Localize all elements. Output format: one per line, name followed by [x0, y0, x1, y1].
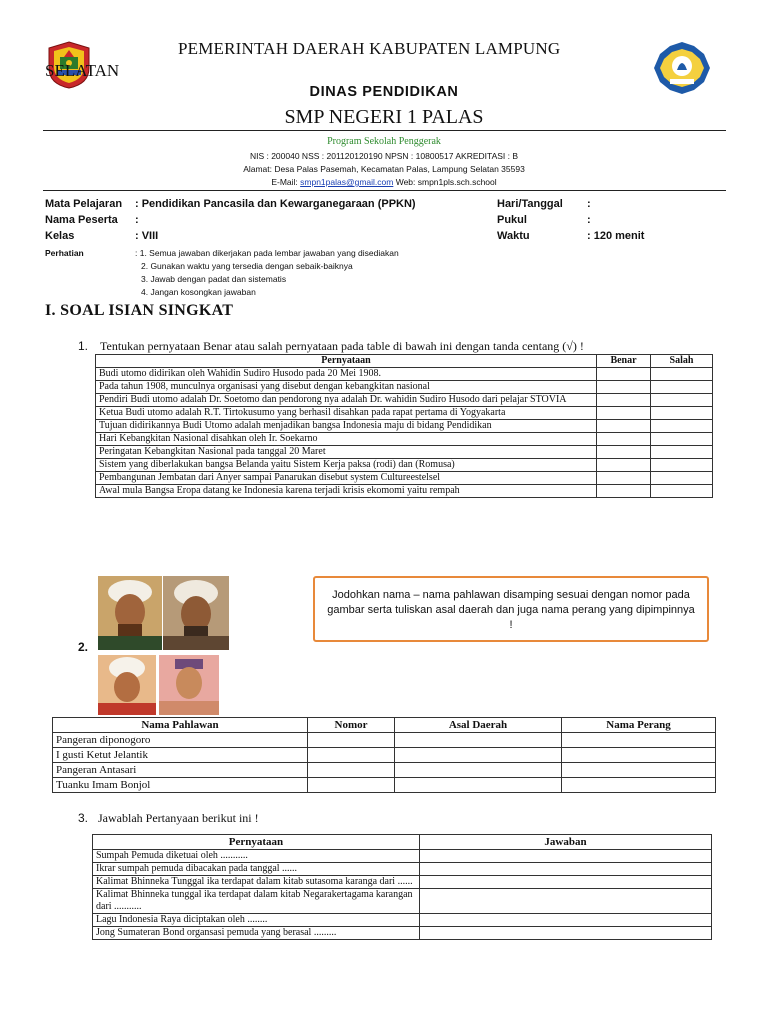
table-row: [96, 420, 713, 433]
statement-cell: Pada tahun 1908, munculnya organisasi yang disebut dengan kebangkitan nasional: [96, 381, 597, 394]
instruction-callout: Jodohkan nama – nama pahlawan disamping sesuai dengan nomor pada gambar serta tuliskan asal daerah dan juga nama perang yang dipimpinnya !: [313, 576, 709, 642]
question-3-number: 3.: [78, 811, 89, 825]
benar-cell[interactable]: [597, 446, 651, 459]
program-label: Program Sekolah Penggerak: [327, 136, 441, 147]
nomor-cell[interactable]: [308, 733, 395, 748]
hero-portrait-2: [163, 576, 229, 650]
perhatian-item: 2. Gunakan waktu yang tersedia dengan sebaik-baiknya: [141, 261, 353, 271]
statement-cell: Pembangunan Jembatan dari Anyer sampai Panarukan disebut system Cultureestelsel: [96, 472, 597, 485]
answer-cell[interactable]: [420, 889, 712, 914]
perhatian-item: 3. Jawab dengan padat dan sistematis: [141, 274, 287, 284]
statement-cell: Ketua Budi utomo adalah R.T. Tirtokusumo yang berhasil disahkan pada rapat pertama di Yogyakarta: [96, 407, 597, 420]
table-row: [96, 368, 713, 381]
table-row: [96, 394, 713, 407]
question-cell: Kalimat Bhinneka tunggal ika terdapat dalam kitab Negarakertagama karangan dari ...........: [93, 889, 420, 914]
table-row: [96, 472, 713, 485]
table-row: [53, 778, 716, 793]
table-header-row: [93, 835, 712, 850]
school-name: SMP NEGERI 1 PALAS: [284, 106, 484, 128]
question-cell: Jong Sumateran Bond organsasi pemuda yang berasal .........: [93, 927, 420, 940]
table-row: [96, 433, 713, 446]
table-header-row: [96, 355, 713, 368]
benar-cell[interactable]: [597, 433, 651, 446]
true-false-table: [95, 354, 713, 498]
table-header: Pernyataan: [93, 835, 420, 850]
hero-name-cell: Tuanku Imam Bonjol: [53, 778, 308, 793]
statement-cell: Awal mula Bangsa Eropa datang ke Indonesia karena terjadi krisis ekomomi yaitu rempah: [96, 485, 597, 498]
pukul-value: :: [587, 214, 591, 226]
table-row: [53, 733, 716, 748]
asal-daerah-cell[interactable]: [395, 763, 562, 778]
salah-cell[interactable]: [651, 420, 713, 433]
email-link[interactable]: smpn1palas@gmail.com: [300, 177, 394, 187]
nama-perang-cell[interactable]: [562, 748, 716, 763]
short-answer-table: [92, 834, 712, 940]
answer-cell[interactable]: [420, 863, 712, 876]
government-title: PEMERINTAH DAERAH KABUPATEN LAMPUNG: [178, 39, 561, 58]
hero-name-cell: Pangeran diponogoro: [53, 733, 308, 748]
table-row: [96, 446, 713, 459]
statement-cell: Tujuan didirikannya Budi Utomo adalah menjadikan bangsa Indonesia maju di bidang Pendidikan: [96, 420, 597, 433]
kelas-value: : VIII: [135, 230, 159, 242]
table-header-row: [53, 718, 716, 733]
answer-cell[interactable]: [420, 914, 712, 927]
hero-portrait-1: [98, 576, 162, 650]
kelas-label: Kelas: [45, 230, 75, 242]
government-title-line2: SELATAN: [45, 61, 120, 80]
asal-daerah-cell[interactable]: [395, 733, 562, 748]
hero-matching-table: [52, 717, 716, 793]
table-row: [93, 927, 712, 940]
table-header: Pernyataan: [96, 355, 597, 368]
statement-cell: Peringatan Kebangkitan Nasional pada tanggal 20 Maret: [96, 446, 597, 459]
nama-label: Nama Peserta: [45, 214, 118, 226]
statement-cell: Sistem yang diberlakukan bangsa Belanda yaitu Sistem Kerja paksa (rodi) dan (Romusa): [96, 459, 597, 472]
pukul-label: Pukul: [497, 214, 527, 226]
salah-cell[interactable]: [651, 433, 713, 446]
salah-cell[interactable]: [651, 459, 713, 472]
question-1-number: 1.: [78, 339, 89, 353]
question-cell: Kalimat Bhinneka Tunggal ika terdapat dalam kitab sutasoma karanga dari ......: [93, 876, 420, 889]
table-row: [96, 459, 713, 472]
benar-cell[interactable]: [597, 485, 651, 498]
statement-cell: Budi utomo didirikan oleh Wahidin Sudiro Husodo pada 20 Mei 1908.: [96, 368, 597, 381]
table-header: Benar: [597, 355, 651, 368]
nomor-cell[interactable]: [308, 763, 395, 778]
perhatian-item: 4. Jangan kosongkan jawaban: [141, 287, 256, 297]
perhatian-item: : 1. Semua jawaban dikerjakan pada lembar jawaban yang disediakan: [135, 248, 399, 258]
benar-cell[interactable]: [597, 420, 651, 433]
salah-cell[interactable]: [651, 485, 713, 498]
benar-cell[interactable]: [597, 381, 651, 394]
table-row: [93, 850, 712, 863]
salah-cell[interactable]: [651, 446, 713, 459]
school-address: Alamat: Desa Palas Pasemah, Kecamatan Palas, Lampung Selatan 35593: [243, 164, 525, 174]
question-cell: Ikrar sumpah pemuda dibacakan pada tanggal ......: [93, 863, 420, 876]
nama-perang-cell[interactable]: [562, 778, 716, 793]
benar-cell[interactable]: [597, 394, 651, 407]
nama-value: :: [135, 214, 139, 226]
benar-cell[interactable]: [597, 459, 651, 472]
question-2-number: 2.: [78, 640, 89, 654]
table-header: Nomor: [308, 718, 395, 733]
question-3-text: Jawablah Pertanyaan berikut ini !: [98, 811, 259, 825]
benar-cell[interactable]: [597, 407, 651, 420]
benar-cell[interactable]: [597, 472, 651, 485]
hari-label: Hari/Tanggal: [497, 198, 563, 210]
hero-name-cell: I gusti Ketut Jelantik: [53, 748, 308, 763]
mapel-label: Mata Pelajaran: [45, 198, 123, 210]
answer-cell[interactable]: [420, 850, 712, 863]
table-row: [93, 863, 712, 876]
asal-daerah-cell[interactable]: [395, 778, 562, 793]
perhatian-label: Perhatian: [45, 248, 84, 258]
table-header: Salah: [651, 355, 713, 368]
answer-cell[interactable]: [420, 927, 712, 940]
nomor-cell[interactable]: [308, 778, 395, 793]
waktu-value: : 120 menit: [587, 230, 645, 242]
nomor-cell[interactable]: [308, 748, 395, 763]
table-row: [96, 381, 713, 394]
hero-portrait-4: [159, 655, 219, 715]
question-1-text: Tentukan pernyataan Benar atau salah pernyataan pada table di bawah ini dengan tanda centang (√) !: [100, 339, 584, 353]
table-header: Jawaban: [420, 835, 712, 850]
table-row: [93, 876, 712, 889]
section-title: I. SOAL ISIAN SINGKAT: [45, 302, 234, 319]
asal-daerah-cell[interactable]: [395, 748, 562, 763]
hero-name-cell: Pangeran Antasari: [53, 763, 308, 778]
question-cell: Lagu Indonesia Raya diciptakan oleh ........: [93, 914, 420, 927]
table-row: [93, 889, 712, 914]
nama-perang-cell[interactable]: [562, 733, 716, 748]
statement-cell: Pendiri Budi utomo adalah Dr. Soetomo dan pendorong nya adalah Dr. wahidin Sudiro Husodo dari pelajar STOVIA: [96, 394, 597, 407]
table-row: [93, 914, 712, 927]
exam-meta: [0, 0, 768, 250]
table-header: Nama Perang: [562, 718, 716, 733]
table-row: [96, 485, 713, 498]
salah-cell[interactable]: [651, 394, 713, 407]
statement-cell: Hari Kebangkitan Nasional disahkan oleh Ir. Soekarno: [96, 433, 597, 446]
web-label: Web: smpn1pls.sch.school: [393, 177, 497, 187]
table-row: [96, 407, 713, 420]
salah-cell[interactable]: [651, 368, 713, 381]
table-row: [53, 763, 716, 778]
dinas-title: DINAS PENDIDIKAN: [309, 84, 459, 100]
school-ids: NIS : 200040 NSS : 201120120190 NPSN : 10800517 AKREDITASI : B: [249, 151, 519, 161]
email-label: E-Mail:: [271, 177, 301, 187]
answer-cell[interactable]: [420, 876, 712, 889]
question-cell: Sumpah Pemuda diketuai oleh ...........: [93, 850, 420, 863]
salah-cell[interactable]: [651, 472, 713, 485]
benar-cell[interactable]: [597, 368, 651, 381]
table-row: [53, 748, 716, 763]
nama-perang-cell[interactable]: [562, 763, 716, 778]
salah-cell[interactable]: [651, 381, 713, 394]
table-header: Asal Daerah: [395, 718, 562, 733]
hero-portrait-3: [98, 655, 156, 715]
table-header: Nama Pahlawan: [53, 718, 308, 733]
mapel-value: : Pendidikan Pancasila dan Kewarganegaraan (PPKN): [135, 198, 416, 210]
salah-cell[interactable]: [651, 407, 713, 420]
waktu-label: Waktu: [497, 230, 530, 242]
hari-value: :: [587, 198, 591, 210]
